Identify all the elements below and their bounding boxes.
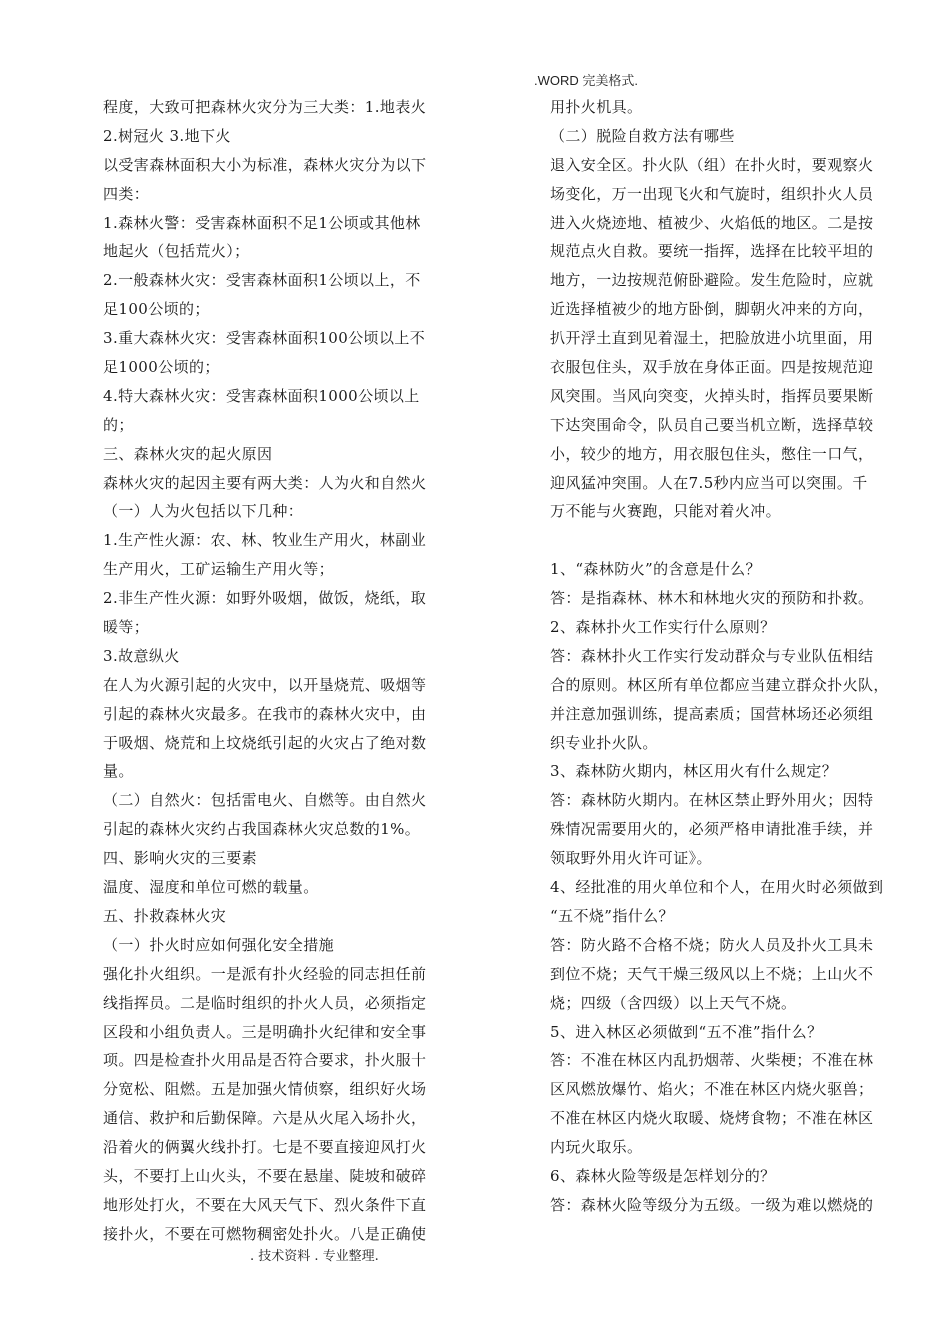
text-line: 扒开浮土直到见着湿土，把脸放进小坑里面，用 <box>550 329 874 348</box>
text-line: 内玩火取乐。 <box>550 1138 643 1157</box>
text-line: 2、森林扑火工作实行什么原则？ <box>550 618 776 637</box>
text-line: 以受害森林面积大小为标准，森林火灾分为以下 <box>103 155 427 174</box>
text-line: 3、森林防火期内，林区用火有什么规定？ <box>550 762 838 781</box>
text-line: 1.森林火警：受害森林面积不足1公顷或其他林 <box>103 213 421 232</box>
text-line: 4、经批准的用火单位和个人，在用火时必须做到 <box>550 878 884 897</box>
text-line: 答：是指森林、林木和林地火灾的预防和扑救。 <box>550 589 874 608</box>
text-line: 合的原则。林区所有单位都应当建立群众扑火队， <box>550 675 889 694</box>
text-line: 1、“森林防火”的含意是什么？ <box>550 560 761 579</box>
text-line: 头，不要打上山火头，不要在悬崖、陡坡和破碎 <box>103 1166 427 1185</box>
text-line: 小，较少的地方，用衣服包住头，憋住一口气， <box>550 444 874 463</box>
text-line: 近选择植被少的地方卧倒，脚朝火冲来的方向， <box>550 300 874 319</box>
text-line: 1.生产性火源：农、林、牧业生产用火，林副业 <box>103 531 427 550</box>
text-line: 森林火灾的起因主要有两大类：人为火和自然火 <box>103 473 427 492</box>
text-line: 进入火烧迹地、植被少、火焰低的地区。二是按 <box>550 213 874 232</box>
text-line: 殊情况需要用火的，必须严格申请批准手续，并 <box>550 820 874 839</box>
text-line: 于吸烟、烧荒和上坟烧纸引起的火灾占了绝对数 <box>103 733 427 752</box>
text-line: 程度，大致可把森林火灾分为三大类：1.地表火 <box>103 98 427 116</box>
text-line: 区段和小组负责人。三是明确扑火纪律和安全事 <box>103 1022 427 1041</box>
text-line: 区风燃放爆竹、焰火；不准在林区内烧火驱兽； <box>550 1080 874 1099</box>
text-line: 地起火（包括荒火）； <box>103 242 250 261</box>
text-line: 四类： <box>103 184 150 203</box>
page-header: .WORD 完美格式. <box>534 73 638 88</box>
text-line: 迎风猛冲突围。人在7.5秒内应当可以突围。千 <box>550 473 868 492</box>
text-line: 到位不烧；天气干燥三级风以上不烧；上山火不 <box>550 964 874 983</box>
text-line: 下达突围命令，队员自己要当机立断，选择草较 <box>550 415 874 434</box>
text-line: （二）自然火：包括雷电火、自燃等。由自然火 <box>103 791 427 810</box>
text-line: 织专业扑火队。 <box>550 733 658 752</box>
text-line: 衣服包住头，双手放在身体正面。四是按规范迎 <box>550 358 874 377</box>
text-line: 五、扑救森林火灾 <box>103 906 227 925</box>
text-line: 在人为火源引起的火灾中，以开垦烧荒、吸烟等 <box>103 675 427 694</box>
text-line: 温度、湿度和单位可燃的载量。 <box>103 878 319 897</box>
text-line: 4.特大森林火灾：受害森林面积1000公顷以上 <box>103 386 420 405</box>
text-line: 2.树冠火 3.地下火 <box>103 126 231 145</box>
text-line: 烧；四级（含四级）以上天气不烧。 <box>550 993 797 1012</box>
text-line: 答：森林防火期内。在林区禁止野外用火；因特 <box>550 791 874 810</box>
text-line: 场变化，万一出现飞火和气旋时，组织扑火人员 <box>550 184 874 203</box>
text-line: 不准在林区内烧火取暖、烧烤食物；不准在林区 <box>550 1109 874 1128</box>
text-line: “五不烧”指什么？ <box>550 906 674 925</box>
text-line: 答：不准在林区内乱扔烟蒂、火柴梗；不准在林 <box>550 1051 874 1070</box>
text-line: （一）扑火时应如何强化安全措施 <box>103 935 335 954</box>
text-line: 退入安全区。扑火队（组）在扑火时，要观察火 <box>550 155 874 174</box>
text-line: 通信、救护和后勤保障。六是从火尾入场扑火， <box>103 1109 427 1128</box>
text-line: 地形处打火，不要在大风天气下、烈火条件下直 <box>103 1195 427 1214</box>
text-line: 沿着火的俩翼火线扑打。七是不要直接迎风打火 <box>103 1138 427 1157</box>
text-line: 6、森林火险等级是怎样划分的？ <box>550 1166 776 1185</box>
page-footer: . 技术资料 . 专业整理. <box>250 1249 379 1264</box>
text-line: 2.一般森林火灾：受害森林面积1公顷以上，不 <box>103 271 421 290</box>
text-line: 生产用火，工矿运输生产用火等； <box>103 560 335 579</box>
text-line: 5、进入林区必须做到“五不准”指什么？ <box>550 1022 823 1041</box>
text-line: 3.故意纵火 <box>103 646 180 665</box>
text-line: （二）脱险自救方法有哪些 <box>550 126 735 145</box>
text-line: 地方，一边按规范俯卧避险。发生危险时，应就 <box>550 271 874 290</box>
text-line: 风突围。当风向突变，火掉头时，指挥员要果断 <box>550 386 874 405</box>
text-line: 四、影响火灾的三要素 <box>103 849 258 868</box>
text-line: 强化扑火组织。一是派有扑火经验的同志担任前 <box>103 964 427 983</box>
text-line: 足100公顷的； <box>103 300 210 319</box>
text-line: 三、森林火灾的起火原因 <box>103 444 273 463</box>
text-line: 万不能与火赛跑，只能对着火冲。 <box>550 502 782 521</box>
left-column <box>103 93 459 1243</box>
text-line: 引起的森林火灾最多。在我市的森林火灾中，由 <box>103 704 427 723</box>
text-line: （一）人为火包括以下几种： <box>103 502 304 521</box>
text-line: 领取野外用火许可证》。 <box>550 849 712 868</box>
text-line: 项。四是检查扑火用品是否符合要求，扑火服十 <box>103 1051 427 1070</box>
text-line: 暖等； <box>103 618 150 637</box>
text-line: 并注意加强训练，提高素质；国营林场还必须组 <box>550 704 874 723</box>
text-line: 接扑火，不要在可燃物稠密处扑火。八是正确使 <box>103 1224 427 1243</box>
text-line: 引起的森林火灾约占我国森林火灾总数的1%。 <box>103 820 421 839</box>
text-line: 线指挥员。二是临时组织的扑火人员，必须指定 <box>103 993 427 1012</box>
text-line: 答：森林火险等级分为五级。一级为难以燃烧的 <box>550 1195 874 1214</box>
text-line: 规范点火自救。要统一指挥，选择在比较平坦的 <box>550 242 874 261</box>
right-column <box>550 93 904 1243</box>
text-line: 用扑火机具。 <box>550 98 643 116</box>
text-line: 分宽松、阻燃。五是加强火情侦察，组织好火场 <box>103 1080 427 1099</box>
text-line: 的； <box>103 415 134 434</box>
text-line: 3.重大森林火灾：受害森林面积100公顷以上不 <box>103 329 426 348</box>
text-line <box>550 526 904 555</box>
text-line: 2.非生产性火源：如野外吸烟，做饭，烧纸，取 <box>103 589 427 608</box>
text-line: 足1000公顷的； <box>103 358 220 377</box>
text-line: 答：森林扑火工作实行发动群众与专业队伍相结 <box>550 646 874 665</box>
text-line: 量。 <box>103 762 134 781</box>
text-line: 答：防火路不合格不烧；防火人员及扑火工具未 <box>550 935 874 954</box>
